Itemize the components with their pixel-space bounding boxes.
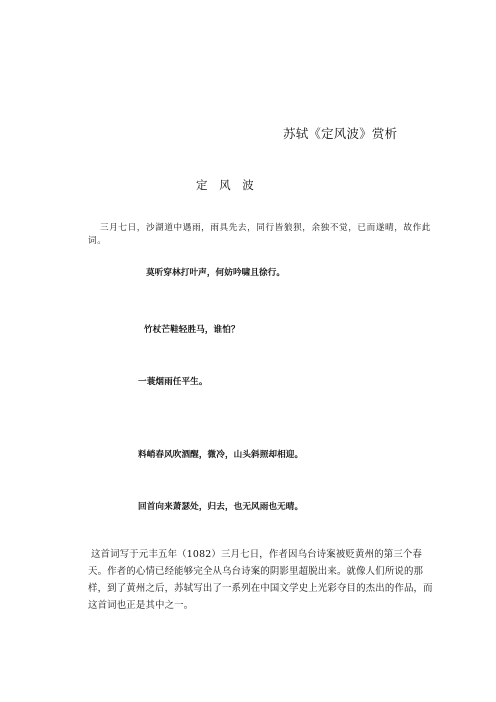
commentary-paragraph: 这首词写于元丰五年（1082）三月七日，作者因乌台诗案被贬黄州的第三个春天。作者的心情已经能够完全从乌台诗案的阴影里超脱出来。就像人们所说的那样，到了黄州之后，苏轼写出了一系列在中国文学史上光彩夺目的杰出的作品，而这首词也正是其中之一。 bbox=[88, 549, 433, 611]
poem-line-2: 竹杖芒鞋轻胜马，谁怕？ bbox=[144, 325, 240, 335]
poem-line-3: 一蓑烟雨任平生。 bbox=[138, 377, 208, 387]
document-title: 苏轼《定风波》赏析 bbox=[283, 126, 398, 141]
poem-line-1: 莫听穿林打叶声，何妨吟啸且徐行。 bbox=[146, 268, 286, 278]
poem-line-4: 料峭春风吹酒醒，微冷，山头斜照却相迎。 bbox=[138, 450, 304, 460]
poem-line-5: 回首向来萧瑟处，归去，也无风雨也无晴。 bbox=[138, 502, 304, 512]
poem-title: 定 风 波 bbox=[196, 178, 258, 192]
poem-preface: 三月七日，沙湖道中遇雨，雨具先去，同行皆狼狈，余独不觉，已而遂晴，故作此词。 bbox=[88, 223, 431, 246]
